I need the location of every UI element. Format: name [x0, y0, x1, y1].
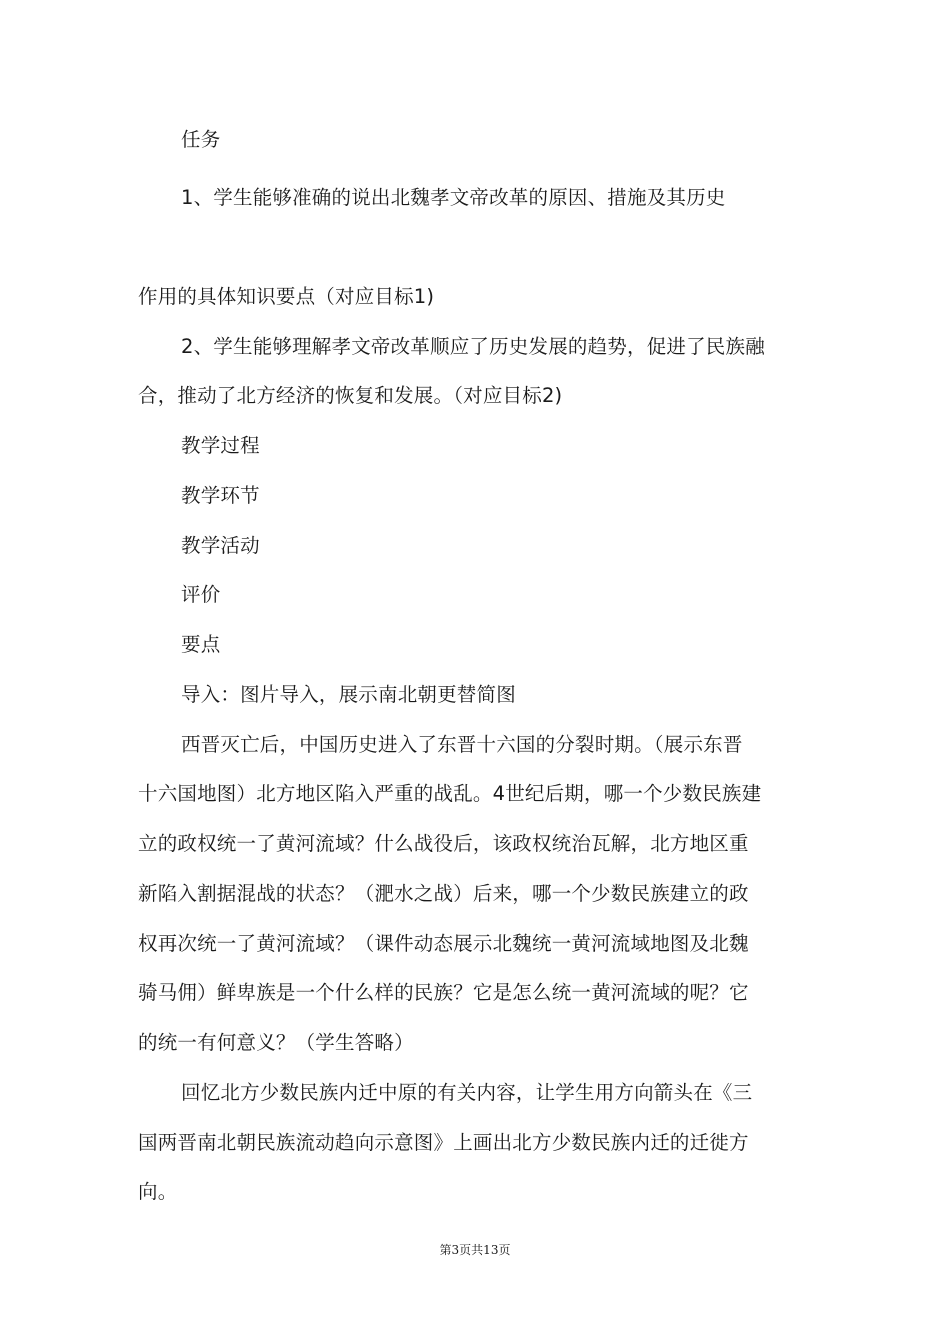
text-line: 新陷入割据混战的状态？（淝水之战）后来，哪一个少数民族建立的政	[138, 882, 749, 905]
text-line: 教学活动	[181, 534, 260, 557]
text-line: 回忆北方少数民族内迁中原的有关内容，让学生用方向箭头在《三	[181, 1081, 753, 1104]
text-line: 要点	[181, 633, 221, 656]
page-footer: 第3页共13页	[439, 1243, 511, 1257]
text-line: 作用的具体知识要点（对应目标1)	[138, 285, 435, 308]
text-line: 国两晋南北朝民族流动趋向示意图》上画出北方少数民族内迁的迁徙方	[138, 1131, 749, 1154]
text-line: 十六国地图）北方地区陷入严重的战乱。4世纪后期，哪一个少数民族建	[138, 782, 762, 805]
text-line: 导入：图片导入，展示南北朝更替简图	[181, 683, 516, 706]
text-line: 2、学生能够理解孝文帝改革顺应了历史发展的趋势，促进了民族融	[181, 335, 765, 358]
text-line: 1、学生能够准确的说出北魏孝文帝改革的原因、措施及其历史	[181, 186, 726, 209]
text-line: 西晋灭亡后，中国历史进入了东晋十六国的分裂时期。（展示东晋	[181, 733, 743, 756]
text-line: 立的政权统一了黄河流域？什么战役后，该政权统治瓦解，北方地区重	[138, 832, 749, 855]
text-line: 任务	[181, 128, 221, 151]
text-line: 教学环节	[181, 484, 260, 507]
text-line: 骑马佣）鲜卑族是一个什么样的民族？它是怎么统一黄河流域的呢？它	[138, 981, 749, 1004]
text-line: 合，推动了北方经济的恢复和发展。（对应目标2)	[138, 384, 563, 407]
text-line: 向。	[138, 1180, 178, 1203]
text-line: 的统一有何意义？（学生答略）	[138, 1031, 414, 1054]
text-line: 权再次统一了黄河流域？（课件动态展示北魏统一黄河流域地图及北魏	[138, 932, 749, 955]
text-line: 评价	[181, 583, 221, 606]
section-heading: 教学过程	[181, 434, 260, 457]
